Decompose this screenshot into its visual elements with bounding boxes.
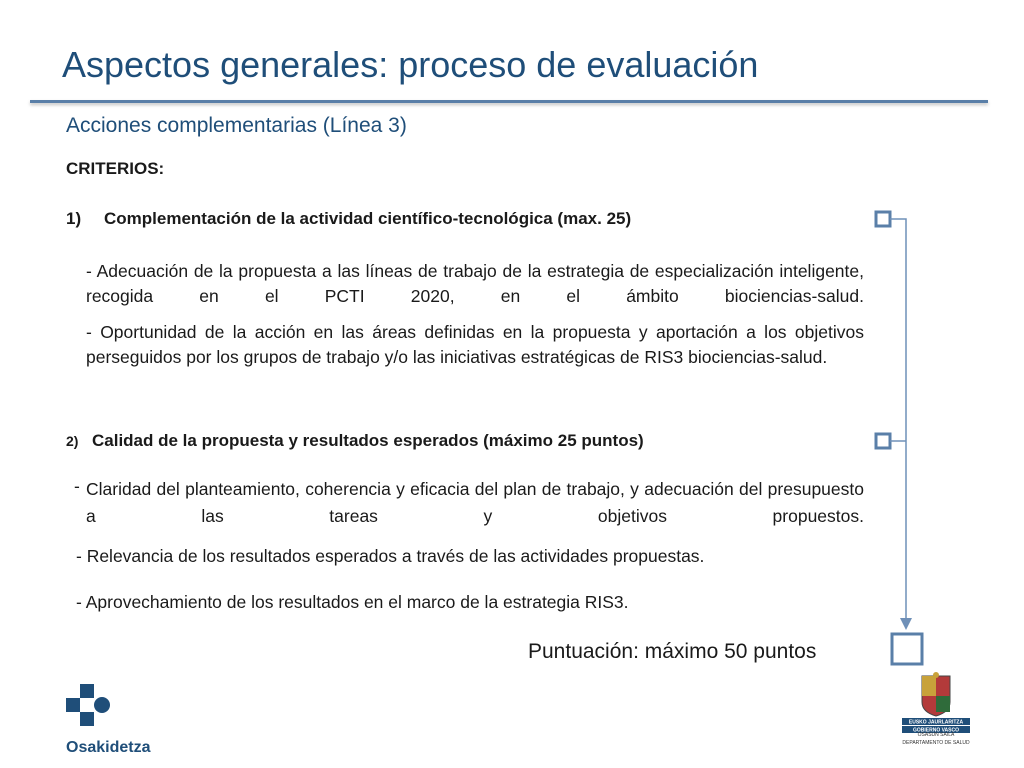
total-box-icon — [892, 634, 922, 664]
section1-item-2: - Oportunidad de la acción en las áreas definidas en la propuesta y aportación a los objetivos perseguidos por los grupos de trabajo y/o las iniciativas estratégicas de RIS3 biociencias-salud. — [86, 322, 864, 367]
gv-line2: GOBIERNO VASCO — [912, 727, 960, 734]
gv-line1: EUSKO JAURLARITZA — [908, 719, 964, 726]
section1-number: 1) — [66, 209, 82, 228]
section2-item-3: - Aprovechamiento de los resultados en el marco de la estrategia RIS3. — [76, 592, 629, 612]
osakidetza-name: Osakidetza — [66, 739, 151, 756]
section2-item-2: - Relevancia de los resultados esperados a través de las actividades propuestas. — [76, 546, 705, 566]
section2-heading: Calidad de la propuesta y resultados esperados (máximo 25 puntos) — [92, 431, 644, 450]
osakidetza-logo-icon — [66, 684, 112, 730]
section2-item-1: Claridad del planteamiento, coherencia y eficacia del plan de trabajo, y adecuación del presupuesto a las tareas y objetivos propuestos. — [86, 479, 864, 526]
total-score: Puntuación: máximo 50 puntos — [528, 640, 817, 663]
flow-line-1 — [890, 219, 906, 624]
slide-title: Aspectos generales: proceso de evaluación — [62, 44, 759, 85]
gv-caption-1: OSASUN SAILA — [917, 732, 955, 738]
flow-arrow-icon — [900, 618, 912, 630]
scoring-flow-diagram — [860, 200, 940, 680]
section2-item-1-dash: - — [74, 476, 80, 496]
criterios-label: CRITERIOS: — [66, 159, 165, 178]
title-underline — [30, 100, 988, 103]
section2-box-icon — [876, 434, 890, 448]
slide-subtitle: Acciones complementarias (Línea 3) — [66, 114, 407, 137]
section2-number: 2) — [66, 433, 79, 449]
section1-box-icon — [876, 212, 890, 226]
section1-heading: Complementación de la actividad científico-tecnológica (max. 25) — [104, 209, 632, 228]
section1-item-1: - Adecuación de la propuesta a las líneas de trabajo de la estrategia de especialización inteligente, recogida en el PCTI 2020, en el ámbito biociencias-salud. — [86, 261, 864, 306]
gv-caption-2: DEPARTAMENTO DE SALUD — [902, 740, 970, 746]
